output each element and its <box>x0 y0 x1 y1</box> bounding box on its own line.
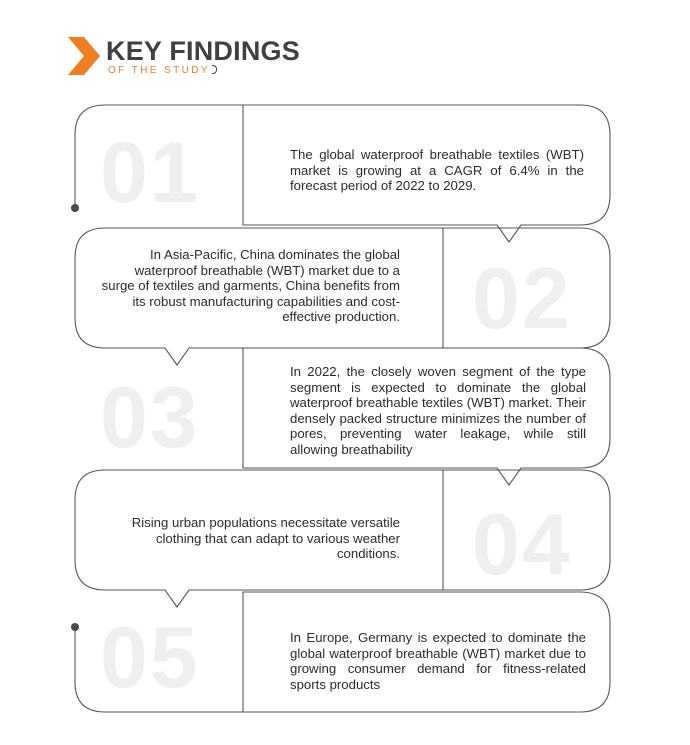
finding-text-5: In Europe, Germany is expected to dominate the global waterproof breathable (WBT) market due to growing consumer demand for fitness-related sports products <box>290 630 586 692</box>
finding-number-4: 04 <box>472 497 572 593</box>
finding-number-3: 03 <box>100 370 200 466</box>
finding-text-4: Rising urban populations necessitate versatile clothing that can adapt to various weather conditions. <box>131 515 400 562</box>
finding-number-2: 02 <box>472 251 572 347</box>
page-title: KEY FINDINGS <box>106 36 300 66</box>
timeline-dot-end <box>71 623 79 631</box>
finding-number-5: 05 <box>100 610 200 706</box>
timeline-dot-start <box>71 204 79 212</box>
finding-text-1: The global waterproof breathable textiles (WBT) market is growing at a CAGR of 6.4% in the forecast period of 2022 to 2029. <box>290 147 584 194</box>
page-subtitle: OF THE STUDY <box>108 65 217 76</box>
finding-text-2: In Asia-Pacific, China dominates the global waterproof breathable (WBT) market due to a surge of textiles and garments, China benefits from its robust manufacturing capabilities and cost-effective production. <box>101 247 400 325</box>
finding-number-1: 01 <box>100 125 200 221</box>
finding-text-3: In 2022, the closely woven segment of the type segment is expected to dominate the global waterproof breathable textiles (WBT) market. Their densely packed structure minimizes the number of pores, preventing water leakage, while still allowing breathability <box>290 364 586 457</box>
